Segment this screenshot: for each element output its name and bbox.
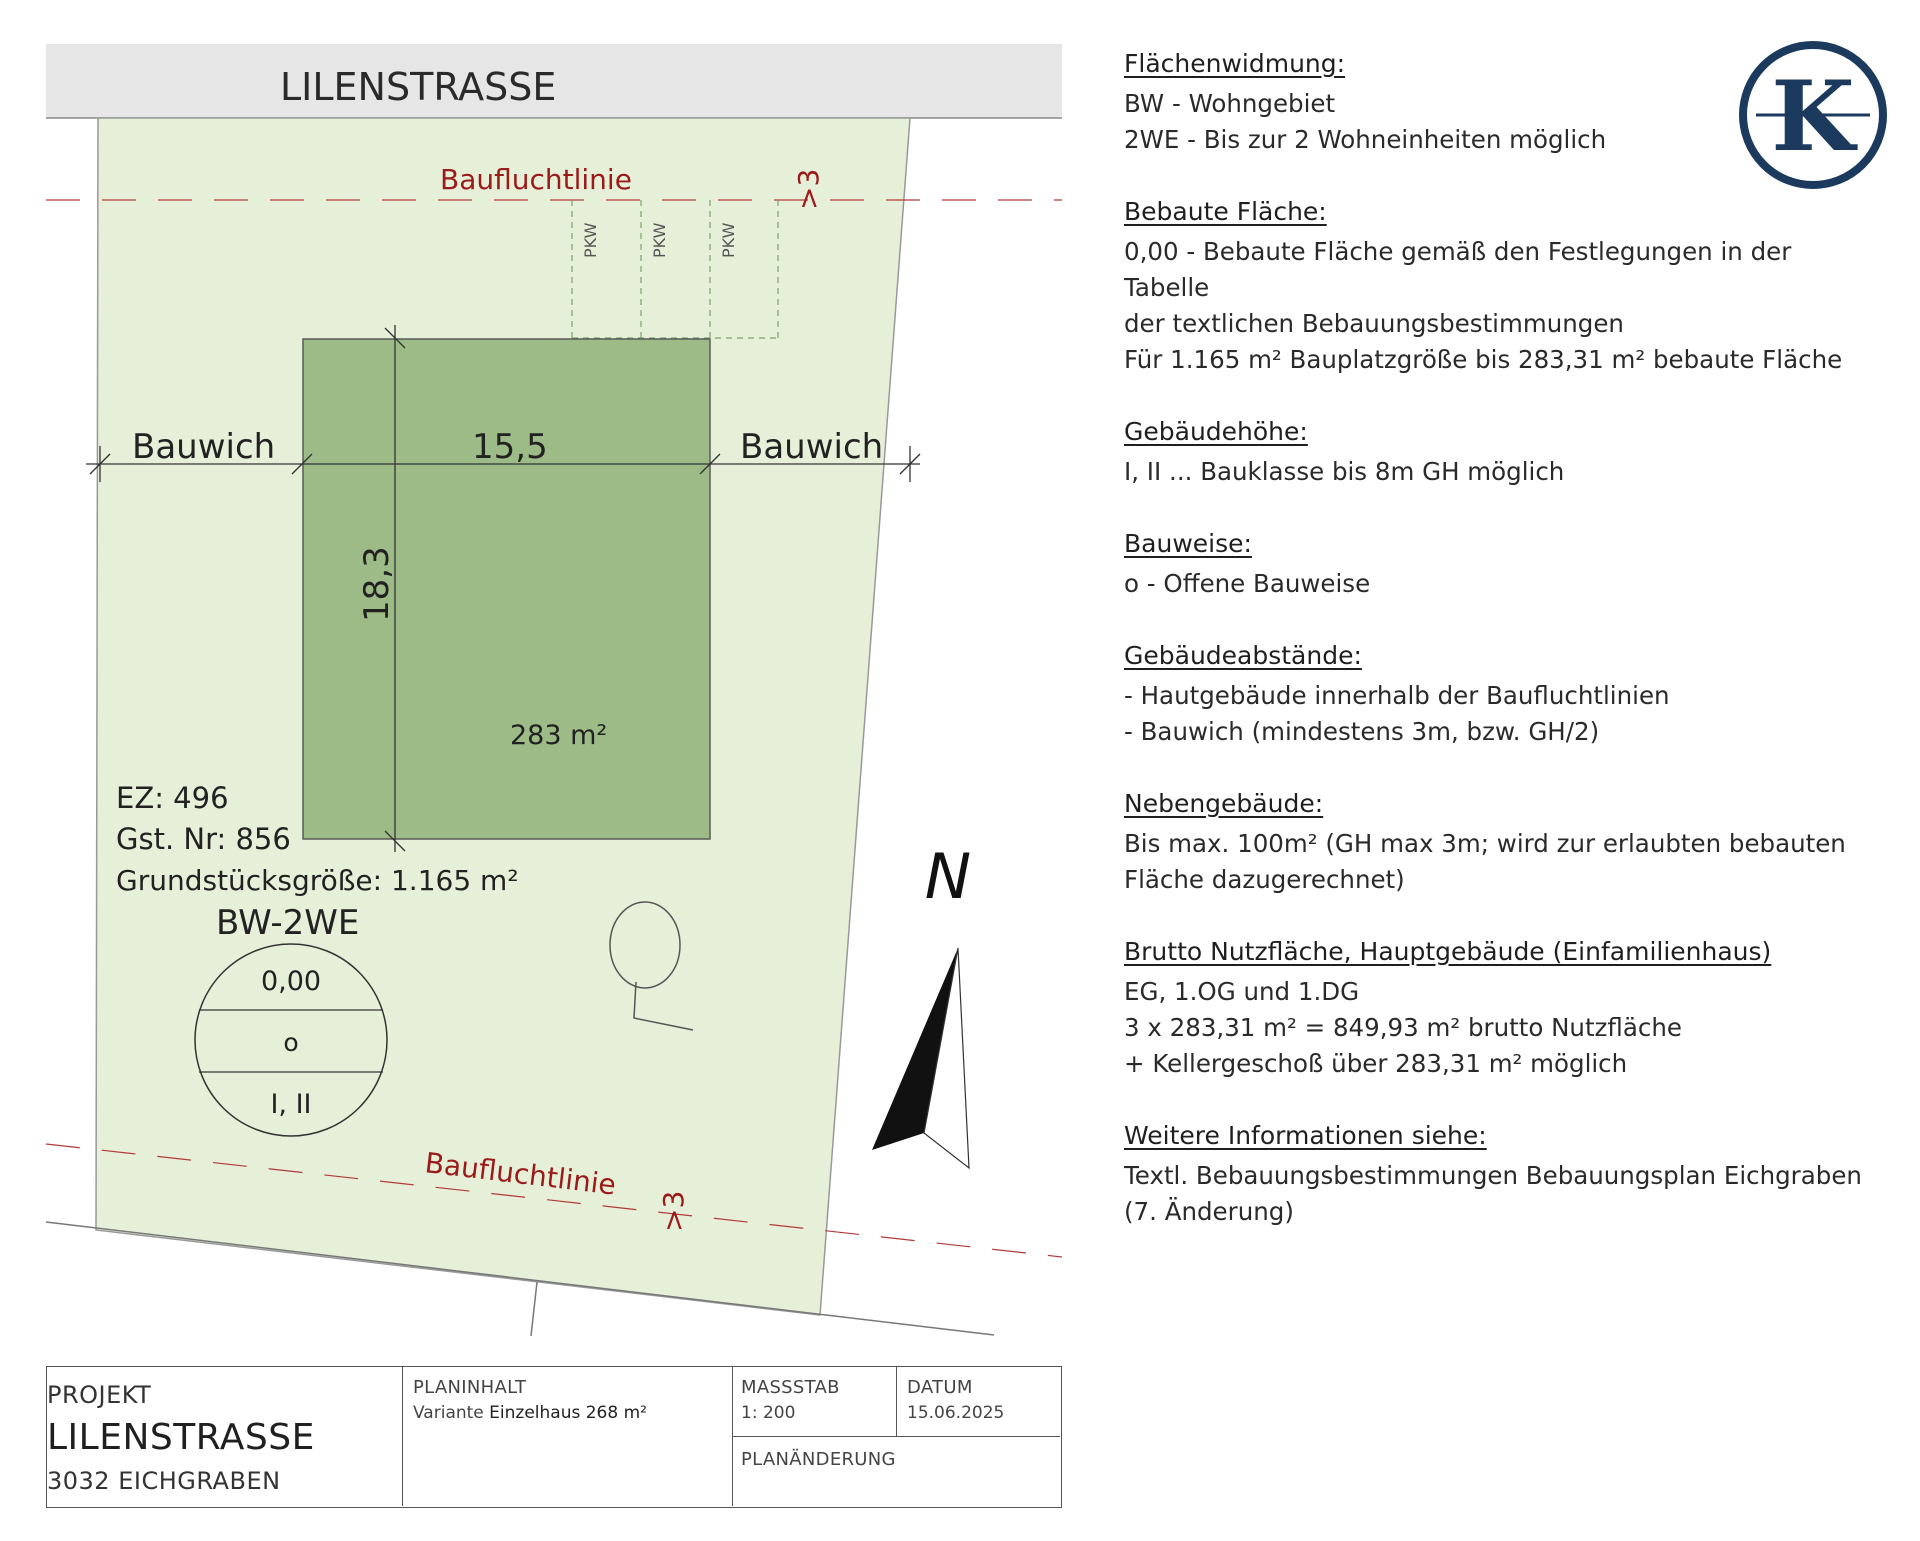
dim-depth-label: 18,3 xyxy=(357,546,397,622)
info-section-heading: Gebäudehöhe: xyxy=(1124,417,1308,446)
date-value: 15.06.2025 xyxy=(907,1403,1005,1423)
info-line xyxy=(1124,1046,1884,1082)
info-line xyxy=(1124,714,1884,750)
content-label: PLANINHALT xyxy=(413,1377,527,1398)
north-arrow xyxy=(872,948,969,1168)
info-line-key: 0,00 xyxy=(1124,237,1179,266)
title-block-project xyxy=(47,1367,403,1506)
parking-space-3: PKW xyxy=(719,222,738,258)
building-line-bottom-label: Baufluchtlinie xyxy=(423,1146,618,1202)
info-line xyxy=(1124,342,1884,378)
info-line xyxy=(1124,306,1884,342)
scale-label: MASSSTAB xyxy=(741,1377,840,1398)
info-line-text: Bis max. 100m² (GH max 3m; wird zur erlaubten bebauten xyxy=(1124,829,1846,858)
info-line-key: 2WE xyxy=(1124,125,1180,154)
parcel-gst: Gst. Nr: 856 xyxy=(116,822,291,856)
info-line xyxy=(1124,1010,1884,1046)
info-section xyxy=(1124,414,1884,490)
info-line-text: - Wohngebiet xyxy=(1164,89,1336,118)
project-location: 3032 EICHGRABEN xyxy=(47,1467,281,1495)
info-line-key: BW xyxy=(1124,89,1165,118)
info-line-text: der textlichen Bebauungsbestimmungen xyxy=(1124,309,1624,338)
date-label: DATUM xyxy=(907,1377,973,1398)
info-section xyxy=(1124,638,1884,750)
north-label: N xyxy=(924,840,972,913)
content-value xyxy=(413,1403,647,1423)
min-distance-bottom: >3 xyxy=(657,1190,690,1232)
logo-letter: K xyxy=(1771,60,1855,173)
info-section-heading: Bebaute Fläche: xyxy=(1124,197,1327,226)
info-section-heading: Gebäudeabstände: xyxy=(1124,641,1362,670)
parking-space-2: PKW xyxy=(650,222,669,258)
parking-space-1: PKW xyxy=(581,222,600,258)
info-line xyxy=(1124,678,1884,714)
min-distance-top: >3 xyxy=(792,168,825,210)
info-section-heading: Weitere Informationen siehe: xyxy=(1124,1121,1487,1150)
neighbour-line-tick xyxy=(531,1282,537,1336)
project-name: LILENSTRASSE xyxy=(47,1417,315,1458)
info-line xyxy=(1124,1158,1884,1194)
info-line-text: - Bebaute Fläche gemäß den Festlegungen in der Tabelle xyxy=(1124,237,1792,302)
content-value-text: Einzelhaus 268 m² xyxy=(489,1403,647,1423)
title-block xyxy=(46,1366,1062,1508)
info-line-key: o xyxy=(1124,569,1139,598)
zoning-code: BW-2WE xyxy=(216,903,360,943)
info-section-heading: Nebengebäude: xyxy=(1124,789,1324,818)
info-line-text: (7. Änderung) xyxy=(1124,1197,1294,1226)
title-block-content xyxy=(403,1367,733,1506)
zoning-circle-density: 0,00 xyxy=(260,966,322,997)
title-block-date xyxy=(897,1367,1060,1437)
info-line xyxy=(1124,454,1884,490)
scale-value: 1: 200 xyxy=(741,1403,796,1423)
change-label: PLANÄNDERUNG xyxy=(741,1449,896,1470)
info-section-heading: Brutto Nutzfläche, Hauptgebäude (Einfamilienhaus) xyxy=(1124,937,1772,966)
info-section-heading: Bauweise: xyxy=(1124,529,1252,558)
dim-width-label: 15,5 xyxy=(472,427,548,467)
info-line-text: Fläche dazugerechnet) xyxy=(1124,865,1405,894)
zoning-circle-building-class: I, II xyxy=(270,1089,312,1120)
zoning-circle-building-type: o xyxy=(283,1028,299,1057)
info-line-text: Für 1.165 m² Bauplatzgröße bis 283,31 m² bebaute Fläche xyxy=(1124,345,1843,374)
info-line-text: - Bis zur 2 Wohneinheiten möglich xyxy=(1179,125,1607,154)
parcel-size: Grundstücksgröße: 1.165 m² xyxy=(116,864,519,897)
setback-left-label: Bauwich xyxy=(132,427,276,467)
info-line-text: 3 x 283,31 m² = 849,93 m² brutto Nutzfläche xyxy=(1124,1013,1682,1042)
info-section xyxy=(1124,526,1884,602)
info-line-key: I, II xyxy=(1124,457,1162,486)
info-section xyxy=(1124,1118,1884,1230)
content-value-prefix: Variante xyxy=(413,1403,484,1423)
info-line-text: - Bauwich (mindestens 3m, bzw. GH/2) xyxy=(1124,717,1600,746)
info-line xyxy=(1124,1194,1884,1230)
setback-right-label: Bauwich xyxy=(740,427,884,467)
info-line xyxy=(1124,234,1884,306)
info-section-heading: Flächenwidmung: xyxy=(1124,49,1346,78)
info-line-text: + Kellergeschoß über 283,31 m² möglich xyxy=(1124,1049,1628,1078)
info-line-text: Textl. Bebauungsbestimmungen Bebauungsplan Eichgraben xyxy=(1124,1161,1862,1190)
info-line xyxy=(1124,566,1884,602)
building-line-top-label: Baufluchtlinie xyxy=(440,163,632,196)
project-label: PROJEKT xyxy=(47,1381,152,1409)
info-section xyxy=(1124,934,1884,1082)
info-line-text: ... Bauklasse bis 8m GH möglich xyxy=(1161,457,1565,486)
title-block-scale xyxy=(733,1367,897,1437)
info-section xyxy=(1124,194,1884,378)
info-line-text: - Hautgebäude innerhalb der Baufluchtlinien xyxy=(1124,681,1670,710)
parcel-ez: EZ: 496 xyxy=(116,781,229,815)
info-line-text: - Offene Bauweise xyxy=(1139,569,1371,598)
street-name: LILENSTRASSE xyxy=(280,65,557,109)
title-block-change xyxy=(733,1437,1060,1506)
info-section xyxy=(1124,786,1884,898)
info-line xyxy=(1124,974,1884,1010)
info-line-text: EG, 1.OG und 1.DG xyxy=(1124,977,1360,1006)
building-area-label: 283 m² xyxy=(510,720,608,751)
info-line xyxy=(1124,826,1884,862)
zoning-info-panel xyxy=(1124,46,1884,1266)
company-logo xyxy=(1736,38,1890,192)
info-line xyxy=(1124,862,1884,898)
